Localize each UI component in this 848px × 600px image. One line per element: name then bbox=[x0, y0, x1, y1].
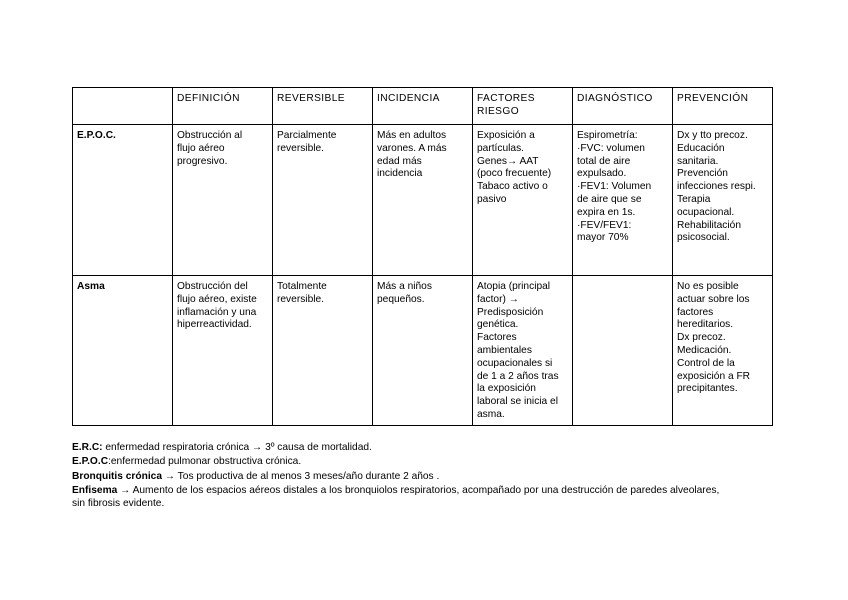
header-definicion: DEFINICIÓN bbox=[173, 88, 273, 125]
cell-factores-riesgo: Atopia (principal factor) → Predisposición genética. Factores ambientales ocupacionales si de 1 a 2 años tras la exposición laboral se inicia el asma. bbox=[473, 276, 573, 426]
header-prevencion: PREVENCIÓN bbox=[673, 88, 773, 125]
cell-definicion: Obstrucción al flujo aéreo progresivo. bbox=[173, 125, 273, 276]
footnotes bbox=[72, 442, 732, 512]
note-text: :enfermedad pulmonar obstructiva crónica. bbox=[108, 456, 302, 468]
note-epoc bbox=[72, 456, 732, 469]
header-incidencia: INCIDENCIA bbox=[373, 88, 473, 125]
note-term: E.R.C: bbox=[72, 442, 103, 453]
note-text: → Tos productiva de al menos 3 meses/año durante 2 años . bbox=[162, 470, 440, 482]
table-row-epoc bbox=[73, 125, 773, 276]
cell-incidencia: Más en adultos varones. A más edad más incidencia bbox=[373, 125, 473, 276]
header-factores-riesgo: FACTORES RIESGO bbox=[473, 88, 573, 125]
cell-prevencion: Dx y tto precoz. Educación sanitaria. Prevención infecciones respi. Terapia ocupacional. Rehabilitación psicosocial. bbox=[673, 125, 773, 276]
note-text: enfermedad respiratoria crónica → 3º causa de mortalidad. bbox=[102, 442, 372, 453]
note-term: E.P.O.C bbox=[72, 456, 109, 468]
cell-reversible: Totalmente reversible. bbox=[273, 276, 373, 426]
cell-diagnostico bbox=[573, 276, 673, 426]
note-bronquitis bbox=[72, 471, 732, 484]
table-header-row bbox=[73, 88, 773, 125]
row-label: E.P.O.C. bbox=[73, 125, 173, 276]
note-erc bbox=[72, 442, 732, 455]
cell-definicion: Obstrucción del flujo aéreo, existe inflamación y una hiperreactividad. bbox=[173, 276, 273, 426]
header-diagnostico: DIAGNÓSTICO bbox=[573, 88, 673, 125]
cell-incidencia: Más a niños pequeños. bbox=[373, 276, 473, 426]
comparison-table bbox=[72, 87, 773, 426]
row-label: Asma bbox=[73, 276, 173, 426]
note-term: Enfisema bbox=[72, 484, 118, 496]
note-enfisema bbox=[72, 485, 732, 511]
header-empty bbox=[73, 88, 173, 125]
cell-factores-riesgo: Exposición a partículas. Genes→ AAT (poco frecuente) Tabaco activo o pasivo bbox=[473, 125, 573, 276]
note-text: → Aumento de los espacios aéreos distales a los bronquiolos respiratorios, acompañado por una destrucción de paredes alveolares, sin fibrosis evidente. bbox=[72, 484, 720, 509]
cell-reversible: Parcialmente reversible. bbox=[273, 125, 373, 276]
table-row-asma bbox=[73, 276, 773, 426]
cell-prevencion: No es posible actuar sobre los factores hereditarios. Dx precoz. Medicación. Control de la exposición a FR precipitantes. bbox=[673, 276, 773, 426]
header-reversible: REVERSIBLE bbox=[273, 88, 373, 125]
cell-diagnostico: Espirometría: ·FVC: volumen total de aire expulsado. ·FEV1: Volumen de aire que se expira en 1s. ·FEV/FEV1: mayor 70% bbox=[573, 125, 673, 276]
note-term: Bronquitis crónica bbox=[72, 470, 163, 482]
